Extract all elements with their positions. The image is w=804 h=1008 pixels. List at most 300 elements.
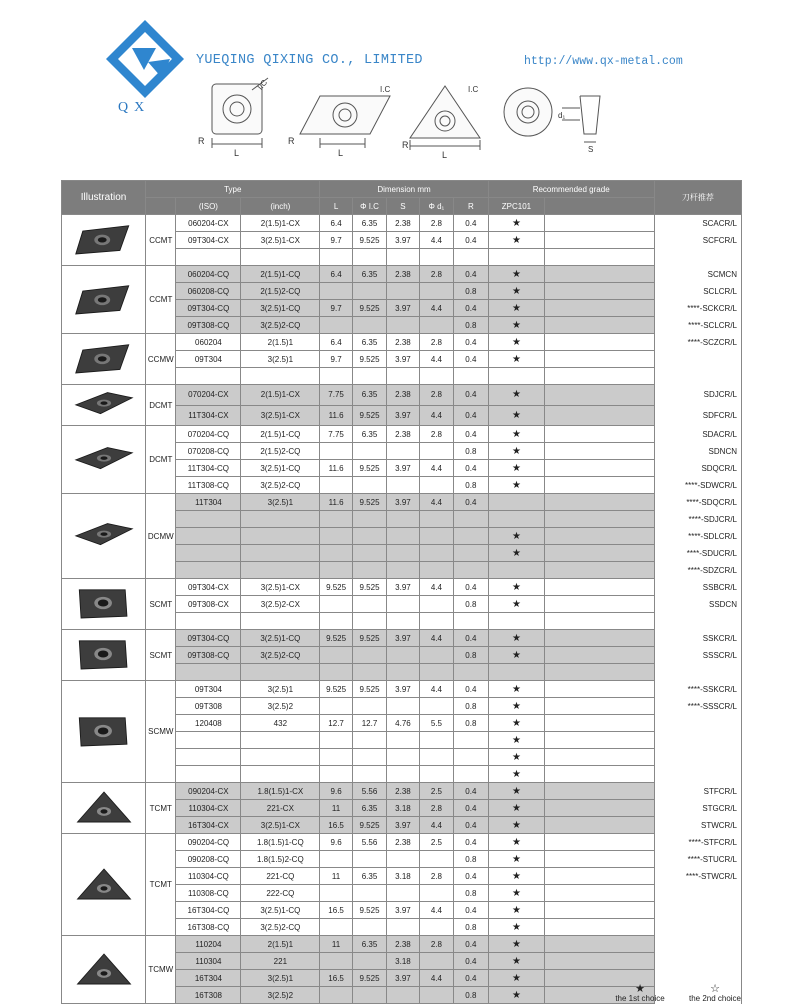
dim-r: 0.4 bbox=[454, 494, 489, 511]
header-illustration: Illustration bbox=[62, 181, 146, 215]
table-row bbox=[62, 783, 742, 800]
dim-d1 bbox=[419, 698, 453, 715]
grade-blank bbox=[545, 443, 654, 460]
dim-r: 0.8 bbox=[454, 919, 489, 936]
grade-blank bbox=[545, 405, 654, 426]
dim-s bbox=[387, 368, 419, 385]
iso-code: 110304 bbox=[176, 953, 241, 970]
toolholder: ****-SCKCR/L bbox=[654, 300, 741, 317]
dim-d1 bbox=[419, 477, 453, 494]
toolholder: SSKCR/L bbox=[654, 630, 741, 647]
dim-l bbox=[320, 368, 352, 385]
dim-s: 2.38 bbox=[387, 385, 419, 406]
inch-code: 3(2.5)1 bbox=[241, 681, 320, 698]
dim-s bbox=[387, 851, 419, 868]
toolholder: SSSCR/L bbox=[654, 647, 741, 664]
header-IC: Φ I.C bbox=[352, 198, 386, 215]
dim-l: 7.75 bbox=[320, 426, 352, 443]
header-R: R bbox=[454, 198, 489, 215]
header-d: Φ d₁ bbox=[419, 198, 453, 215]
iso-code: 11T304 bbox=[176, 494, 241, 511]
dim-ic: 6.35 bbox=[352, 426, 386, 443]
dim-s bbox=[387, 613, 419, 630]
dim-l: 11 bbox=[320, 868, 352, 885]
dim-ic: 9.525 bbox=[352, 494, 386, 511]
dim-ic bbox=[352, 647, 386, 664]
diagram4-label-d: d₁ bbox=[558, 111, 566, 120]
iso-code bbox=[176, 562, 241, 579]
table-row bbox=[62, 630, 742, 647]
header-grade: Recommended grade bbox=[488, 181, 654, 198]
dim-s bbox=[387, 249, 419, 266]
dim-s: 2.38 bbox=[387, 426, 419, 443]
inch-code bbox=[241, 749, 320, 766]
inch-code bbox=[241, 664, 320, 681]
dim-ic bbox=[352, 443, 386, 460]
inch-code: 3(2.5)2-CQ bbox=[241, 317, 320, 334]
dim-ic bbox=[352, 511, 386, 528]
iso-code: 09T308-CX bbox=[176, 596, 241, 613]
dim-ic bbox=[352, 317, 386, 334]
grade-blank bbox=[545, 494, 654, 511]
grade-zpc101 bbox=[488, 664, 545, 681]
diagram2-label-l: L bbox=[338, 148, 344, 158]
dim-s: 3.97 bbox=[387, 902, 419, 919]
dim-ic bbox=[352, 368, 386, 385]
dim-l: 6.4 bbox=[320, 334, 352, 351]
iso-code bbox=[176, 545, 241, 562]
dim-l: 7.75 bbox=[320, 385, 352, 406]
iso-code bbox=[176, 368, 241, 385]
header-dimension: Dimension mm bbox=[320, 181, 488, 198]
first-choice-star: ★ bbox=[511, 479, 521, 491]
dim-s bbox=[387, 317, 419, 334]
dim-r bbox=[454, 545, 489, 562]
dim-r: 0.4 bbox=[454, 579, 489, 596]
grade-zpc101 bbox=[488, 385, 545, 406]
inch-code: 3(2.5)2-CX bbox=[241, 596, 320, 613]
dim-l bbox=[320, 664, 352, 681]
dim-d1 bbox=[419, 545, 453, 562]
dim-r: 0.4 bbox=[454, 405, 489, 426]
toolholder: SCFCR/L bbox=[654, 232, 741, 249]
grade-zpc101 bbox=[488, 868, 545, 885]
logo-text: QX bbox=[118, 100, 151, 115]
grade-zpc101 bbox=[488, 715, 545, 732]
toolholder: SDQCR/L bbox=[654, 460, 741, 477]
dim-l: 9.7 bbox=[320, 351, 352, 368]
grade-zpc101 bbox=[488, 351, 545, 368]
dim-l bbox=[320, 477, 352, 494]
toolholder: ****-SDWCR/L bbox=[654, 477, 741, 494]
dim-s bbox=[387, 511, 419, 528]
inch-code: 2(1.5)1-CQ bbox=[241, 266, 320, 283]
inch-code: 3(2.5)2-CQ bbox=[241, 477, 320, 494]
dim-ic bbox=[352, 477, 386, 494]
dim-d1: 4.4 bbox=[419, 817, 453, 834]
dim-d1: 4.4 bbox=[419, 494, 453, 511]
toolholder: SDJCR/L bbox=[654, 385, 741, 406]
grade-zpc101 bbox=[488, 232, 545, 249]
inch-code bbox=[241, 545, 320, 562]
grade-zpc101 bbox=[488, 987, 545, 1004]
toolholder bbox=[654, 936, 741, 953]
dim-r: 0.4 bbox=[454, 817, 489, 834]
inch-code: 2(1.5)1-CX bbox=[241, 215, 320, 232]
iso-code: 11T304-CQ bbox=[176, 460, 241, 477]
iso-code: 11T308-CQ bbox=[176, 477, 241, 494]
toolholder: SCLCR/L bbox=[654, 283, 741, 300]
iso-code: 070204-CQ bbox=[176, 426, 241, 443]
toolholder bbox=[654, 368, 741, 385]
first-choice-star: ★ bbox=[511, 836, 521, 848]
first-choice-star: ★ bbox=[511, 530, 521, 542]
grade-blank bbox=[545, 579, 654, 596]
table-row bbox=[62, 334, 742, 351]
dim-ic bbox=[352, 545, 386, 562]
dim-l: 9.7 bbox=[320, 300, 352, 317]
table-body bbox=[62, 215, 742, 1004]
grade-blank bbox=[545, 647, 654, 664]
iso-code bbox=[176, 249, 241, 266]
dim-r: 0.4 bbox=[454, 800, 489, 817]
dim-ic bbox=[352, 885, 386, 902]
inch-code: 221-CQ bbox=[241, 868, 320, 885]
grade-blank bbox=[545, 681, 654, 698]
dim-l bbox=[320, 443, 352, 460]
iso-code bbox=[176, 749, 241, 766]
iso-code: 09T308 bbox=[176, 698, 241, 715]
dim-s: 3.18 bbox=[387, 868, 419, 885]
iso-code: 16T304-CX bbox=[176, 817, 241, 834]
grade-zpc101 bbox=[488, 902, 545, 919]
dim-l: 11 bbox=[320, 800, 352, 817]
inch-code: 2(1.5)2-CQ bbox=[241, 283, 320, 300]
dim-s: 3.97 bbox=[387, 630, 419, 647]
grade-zpc101 bbox=[488, 528, 545, 545]
dim-r: 0.4 bbox=[454, 834, 489, 851]
grade-zpc101 bbox=[488, 681, 545, 698]
inch-code bbox=[241, 732, 320, 749]
dim-l: 9.525 bbox=[320, 579, 352, 596]
grade-zpc101 bbox=[488, 460, 545, 477]
diagram3-label-r: R bbox=[402, 140, 409, 150]
inch-code: 3(2.5)1-CX bbox=[241, 817, 320, 834]
toolholder: ****-SSSCR/L bbox=[654, 698, 741, 715]
grade-zpc101 bbox=[488, 562, 545, 579]
iso-code bbox=[176, 664, 241, 681]
first-choice-star: ★ bbox=[511, 409, 521, 421]
inch-code: 2(1.5)1-CQ bbox=[241, 426, 320, 443]
diagram-label-l: L bbox=[234, 148, 240, 158]
toolholder bbox=[654, 351, 741, 368]
iso-code: 110308-CQ bbox=[176, 885, 241, 902]
first-choice-star: ★ bbox=[511, 989, 521, 1001]
dim-d1 bbox=[419, 249, 453, 266]
grade-blank bbox=[545, 249, 654, 266]
iso-code: 060204 bbox=[176, 334, 241, 351]
grade-blank bbox=[545, 317, 654, 334]
header-L: L bbox=[320, 198, 352, 215]
inch-code: 3(2.5)1 bbox=[241, 351, 320, 368]
dim-d1 bbox=[419, 511, 453, 528]
toolholder bbox=[654, 919, 741, 936]
dim-r: 0.4 bbox=[454, 334, 489, 351]
first-choice-star: ★ bbox=[511, 768, 521, 780]
first-choice-star: ★ bbox=[511, 955, 521, 967]
table-row bbox=[62, 579, 742, 596]
grade-zpc101 bbox=[488, 477, 545, 494]
iso-code: 09T308-CQ bbox=[176, 647, 241, 664]
grade-blank bbox=[545, 749, 654, 766]
grade-zpc101 bbox=[488, 317, 545, 334]
insert-image bbox=[62, 494, 146, 579]
toolholder bbox=[654, 732, 741, 749]
inch-code: 3(2.5)2-CQ bbox=[241, 919, 320, 936]
dim-d1: 4.4 bbox=[419, 630, 453, 647]
dim-d1: 2.5 bbox=[419, 834, 453, 851]
iso-code: 070208-CQ bbox=[176, 443, 241, 460]
grade-zpc101 bbox=[488, 215, 545, 232]
iso-code: 060204-CX bbox=[176, 215, 241, 232]
first-choice-star: ★ bbox=[511, 389, 521, 401]
dim-l: 11.6 bbox=[320, 405, 352, 426]
grade-zpc101 bbox=[488, 368, 545, 385]
dim-r: 0.8 bbox=[454, 851, 489, 868]
dim-r: 0.8 bbox=[454, 283, 489, 300]
inch-code: 2(1.5)1 bbox=[241, 936, 320, 953]
grade-zpc101 bbox=[488, 579, 545, 596]
dim-s bbox=[387, 545, 419, 562]
dim-ic: 6.35 bbox=[352, 215, 386, 232]
first-choice-star: ★ bbox=[511, 353, 521, 365]
dim-ic: 9.525 bbox=[352, 351, 386, 368]
insert-image bbox=[62, 334, 146, 385]
insert-series: TCMW bbox=[146, 936, 176, 1004]
first-choice-star: ★ bbox=[511, 462, 521, 474]
dim-s bbox=[387, 283, 419, 300]
insert-series: CCMW bbox=[146, 334, 176, 385]
grade-blank bbox=[545, 545, 654, 562]
grade-zpc101 bbox=[488, 283, 545, 300]
dim-l bbox=[320, 647, 352, 664]
dim-s: 3.97 bbox=[387, 460, 419, 477]
dim-s bbox=[387, 766, 419, 783]
dim-ic: 5.56 bbox=[352, 834, 386, 851]
grade-blank bbox=[545, 596, 654, 613]
inch-code: 3(2.5)1-CQ bbox=[241, 460, 320, 477]
dim-ic: 9.525 bbox=[352, 300, 386, 317]
dim-d1 bbox=[419, 596, 453, 613]
grade-blank bbox=[545, 562, 654, 579]
iso-code: 16T304 bbox=[176, 970, 241, 987]
grade-zpc101 bbox=[488, 800, 545, 817]
dim-s: 2.38 bbox=[387, 215, 419, 232]
insert-series: CCMT bbox=[146, 215, 176, 266]
grade-zpc101 bbox=[488, 494, 545, 511]
dim-r: 0.4 bbox=[454, 232, 489, 249]
iso-code: 110304-CX bbox=[176, 800, 241, 817]
inch-code: 3(2.5)1 bbox=[241, 494, 320, 511]
dim-s bbox=[387, 919, 419, 936]
legend-first-choice bbox=[606, 985, 674, 1003]
grade-zpc101 bbox=[488, 698, 545, 715]
insert-image bbox=[62, 936, 146, 1004]
dim-r: 0.4 bbox=[454, 385, 489, 406]
toolholder bbox=[654, 953, 741, 970]
dim-l: 12.7 bbox=[320, 715, 352, 732]
grade-zpc101 bbox=[488, 300, 545, 317]
insert-series: CCMT bbox=[146, 266, 176, 334]
toolholder: ****-STWCR/L bbox=[654, 868, 741, 885]
toolholder: ****-SDJCR/L bbox=[654, 511, 741, 528]
inch-code: 1.8(1.5)1-CX bbox=[241, 783, 320, 800]
header-toolholder: 刀杆推荐 bbox=[654, 181, 741, 215]
legend-first-label: the 1st choice bbox=[615, 994, 665, 1003]
legend-second-choice bbox=[680, 985, 750, 1003]
toolholder: SSDCN bbox=[654, 596, 741, 613]
dim-s: 2.38 bbox=[387, 834, 419, 851]
table-row bbox=[62, 834, 742, 851]
insert-series: SCMT bbox=[146, 630, 176, 681]
first-choice-star: ★ bbox=[511, 547, 521, 559]
iso-code: 070204-CX bbox=[176, 385, 241, 406]
dim-s: 2.38 bbox=[387, 936, 419, 953]
first-choice-star: ★ bbox=[511, 921, 521, 933]
dim-ic: 9.525 bbox=[352, 579, 386, 596]
dim-l: 11 bbox=[320, 936, 352, 953]
dim-r bbox=[454, 766, 489, 783]
iso-code bbox=[176, 766, 241, 783]
dim-l: 9.7 bbox=[320, 232, 352, 249]
dim-ic bbox=[352, 732, 386, 749]
dim-l: 16.5 bbox=[320, 817, 352, 834]
grade-blank bbox=[545, 300, 654, 317]
grade-blank bbox=[545, 936, 654, 953]
dim-s: 2.38 bbox=[387, 334, 419, 351]
header-S: S bbox=[387, 198, 419, 215]
inch-code: 2(1.5)2-CQ bbox=[241, 443, 320, 460]
dim-r: 0.4 bbox=[454, 351, 489, 368]
company-url[interactable]: http://www.qx-metal.com bbox=[524, 55, 683, 68]
grade-blank bbox=[545, 919, 654, 936]
dim-l: 9.6 bbox=[320, 783, 352, 800]
diagram3-label-l: L bbox=[442, 150, 448, 160]
dim-s bbox=[387, 528, 419, 545]
grade-blank bbox=[545, 477, 654, 494]
dim-l bbox=[320, 511, 352, 528]
inch-code: 3(2.5)2-CQ bbox=[241, 647, 320, 664]
grade-zpc101 bbox=[488, 630, 545, 647]
first-choice-star: ★ bbox=[511, 319, 521, 331]
toolholder: ****-SDLCR/L bbox=[654, 528, 741, 545]
grade-blank bbox=[545, 698, 654, 715]
inch-code bbox=[241, 511, 320, 528]
dim-l bbox=[320, 987, 352, 1004]
dim-r: 0.4 bbox=[454, 970, 489, 987]
iso-code: 09T304-CQ bbox=[176, 300, 241, 317]
dim-s: 3.97 bbox=[387, 300, 419, 317]
grade-zpc101 bbox=[488, 511, 545, 528]
grade-zpc101 bbox=[488, 443, 545, 460]
toolholder: STFCR/L bbox=[654, 783, 741, 800]
dim-r: 0.4 bbox=[454, 460, 489, 477]
inch-code: 3(2.5)1-CX bbox=[241, 232, 320, 249]
dim-l: 9.525 bbox=[320, 681, 352, 698]
dim-r bbox=[454, 562, 489, 579]
toolholder bbox=[654, 664, 741, 681]
grade-zpc101 bbox=[488, 732, 545, 749]
dim-r bbox=[454, 511, 489, 528]
legend-second-symbol: ☆ bbox=[710, 983, 720, 995]
insert-image bbox=[62, 630, 146, 681]
dim-ic bbox=[352, 851, 386, 868]
dim-l: 11.6 bbox=[320, 494, 352, 511]
dim-s: 3.18 bbox=[387, 953, 419, 970]
insert-catalog-table bbox=[61, 180, 742, 1004]
table-row bbox=[62, 266, 742, 283]
toolholder bbox=[654, 613, 741, 630]
dim-ic: 6.35 bbox=[352, 936, 386, 953]
dim-d1: 4.4 bbox=[419, 351, 453, 368]
first-choice-star: ★ bbox=[511, 632, 521, 644]
first-choice-star: ★ bbox=[511, 751, 521, 763]
toolholder bbox=[654, 766, 741, 783]
dim-r: 0.4 bbox=[454, 266, 489, 283]
insert-series: DCMT bbox=[146, 426, 176, 494]
table-row bbox=[62, 426, 742, 443]
grade-blank bbox=[545, 351, 654, 368]
dim-l bbox=[320, 249, 352, 266]
dim-s: 3.97 bbox=[387, 579, 419, 596]
grade-blank bbox=[545, 800, 654, 817]
grade-blank bbox=[545, 817, 654, 834]
iso-code: 09T308-CQ bbox=[176, 317, 241, 334]
grade-blank bbox=[545, 851, 654, 868]
dim-r: 0.8 bbox=[454, 443, 489, 460]
dim-l bbox=[320, 749, 352, 766]
toolholder bbox=[654, 715, 741, 732]
iso-code: 060204-CQ bbox=[176, 266, 241, 283]
dim-r: 0.4 bbox=[454, 783, 489, 800]
dim-ic bbox=[352, 766, 386, 783]
first-choice-star: ★ bbox=[511, 302, 521, 314]
dim-ic: 6.35 bbox=[352, 266, 386, 283]
dim-s bbox=[387, 596, 419, 613]
inch-code: 2(1.5)1 bbox=[241, 334, 320, 351]
toolholder: SDFCR/L bbox=[654, 405, 741, 426]
dim-ic: 9.525 bbox=[352, 681, 386, 698]
insert-diagrams bbox=[190, 76, 610, 166]
grade-blank bbox=[545, 528, 654, 545]
dim-l: 9.6 bbox=[320, 834, 352, 851]
dim-r bbox=[454, 664, 489, 681]
dim-d1 bbox=[419, 443, 453, 460]
grade-blank bbox=[545, 630, 654, 647]
dim-d1: 2.8 bbox=[419, 426, 453, 443]
grade-zpc101 bbox=[488, 545, 545, 562]
dim-r: 0.4 bbox=[454, 936, 489, 953]
insert-image bbox=[62, 385, 146, 426]
dim-r bbox=[454, 368, 489, 385]
toolholder: ****-SDQCR/L bbox=[654, 494, 741, 511]
first-choice-star: ★ bbox=[511, 819, 521, 831]
inch-code: 3(2.5)1-CX bbox=[241, 579, 320, 596]
dim-ic: 9.525 bbox=[352, 817, 386, 834]
first-choice-star: ★ bbox=[511, 700, 521, 712]
iso-code: 11T304-CX bbox=[176, 405, 241, 426]
toolholder: ****-SDUCR/L bbox=[654, 545, 741, 562]
